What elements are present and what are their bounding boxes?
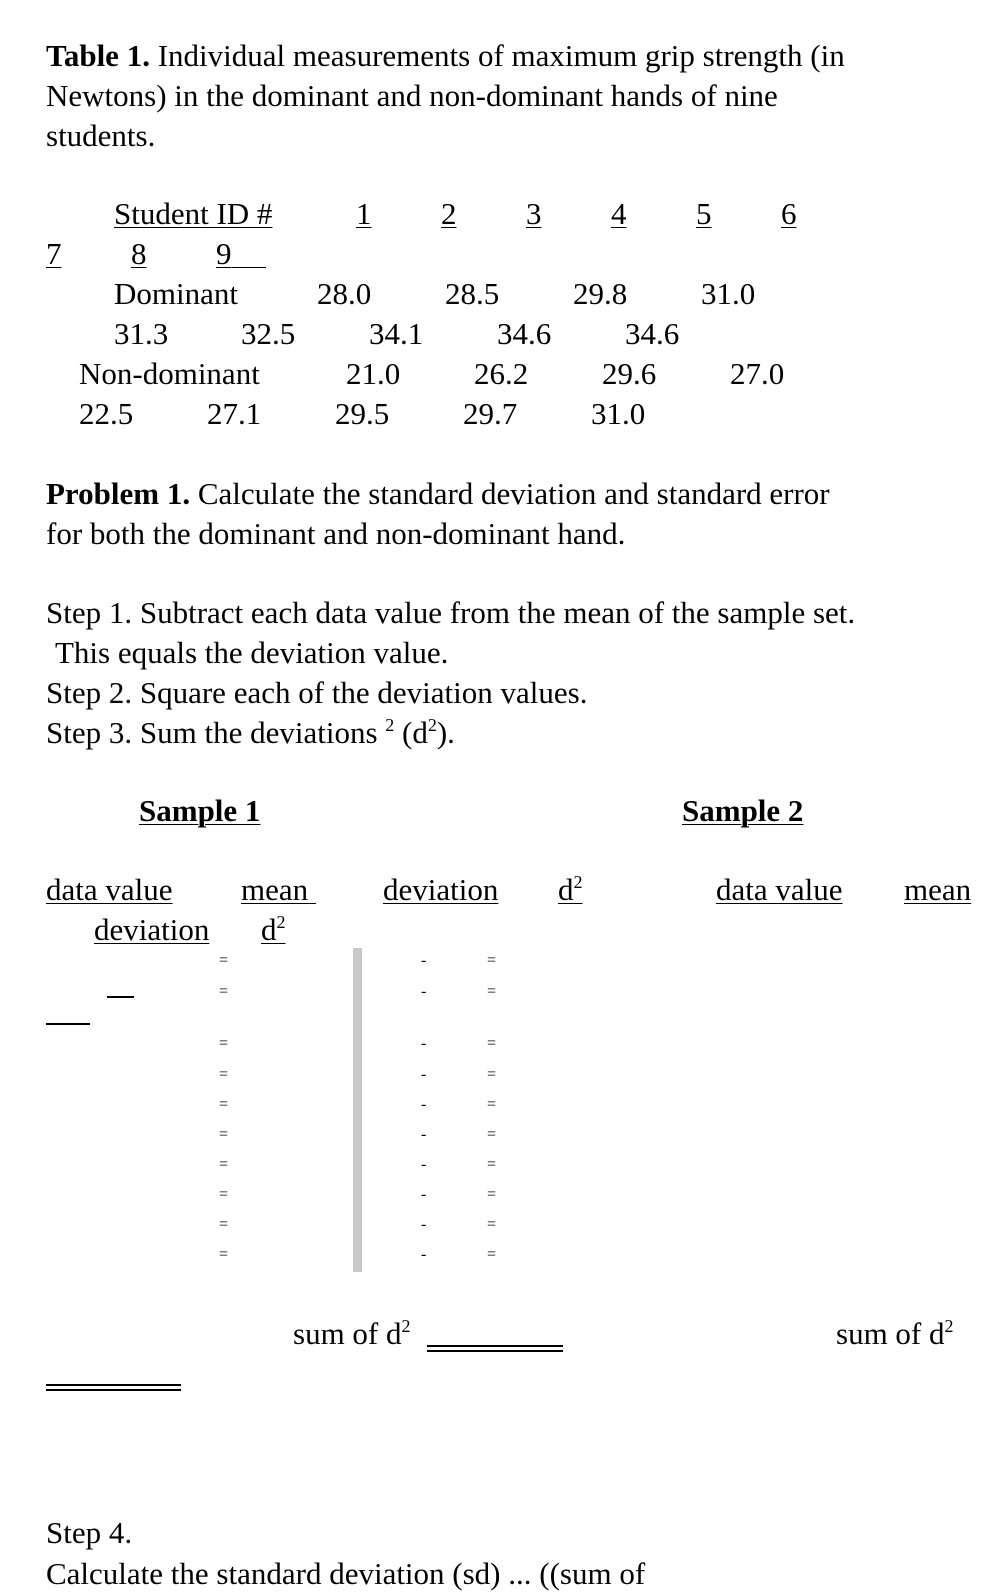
dominant-value-5: 31.3 (114, 316, 169, 351)
table-caption-line1: Individual measurements of maximum grip strength (in (149, 38, 845, 73)
minus-sign: - (421, 1216, 427, 1233)
s1-col-data-value: data value (46, 872, 173, 907)
table-caption (46, 36, 976, 156)
equals-sign: = (487, 1126, 497, 1143)
table-caption-label: Table 1. (46, 38, 150, 73)
nondominant-value-2: 26.2 (474, 356, 529, 391)
s2-col-mean: mean (904, 872, 972, 907)
step-4: Step 4. (46, 1515, 133, 1550)
id-9-underline-extension (232, 267, 266, 268)
step-1-line2: This equals the deviation value. (55, 635, 449, 670)
dominant-value-7: 34.1 (369, 316, 424, 351)
nondominant-value-1: 21.0 (346, 356, 401, 391)
student-id-1: 1 (356, 196, 372, 231)
dominant-value-2: 28.5 (445, 276, 500, 311)
step-1-line1: Step 1. Subtract each data value from the mean of the sample set. (46, 595, 856, 630)
student-id-8: 8 (131, 236, 147, 271)
equals-sign: = (487, 952, 497, 969)
nondominant-value-6: 27.1 (207, 396, 262, 431)
student-id-4: 4 (611, 196, 627, 231)
step-4-text-cut: Calculate the standard deviation (sd) ... ((sum of (46, 1556, 646, 1591)
problem-line2: for both the dominant and non-dominant hand. (46, 516, 626, 551)
s1-sum-answer-line[interactable] (427, 1345, 563, 1352)
equals-sign: = (487, 1096, 497, 1113)
steps-block (46, 593, 976, 753)
equals-sign: = (219, 1246, 229, 1263)
equals-sign: = (487, 1035, 497, 1052)
minus-sign: - (421, 1156, 427, 1173)
dominant-label: Dominant (114, 276, 238, 311)
dominant-value-1: 28.0 (317, 276, 372, 311)
s1-col-mean: mean (241, 872, 309, 907)
nondominant-value-9: 31.0 (591, 396, 646, 431)
dominant-value-8: 34.6 (497, 316, 552, 351)
equals-sign: = (219, 1096, 229, 1113)
equals-sign: = (219, 952, 229, 969)
equals-sign: = (219, 1035, 229, 1052)
step-2: Step 2. Square each of the deviation values. (46, 675, 588, 710)
equals-sign: = (487, 1186, 497, 1203)
student-id-7: 7 (46, 236, 62, 271)
s2-col-d2: $d^2$ (558, 872, 583, 907)
equals-sign: = (219, 1156, 229, 1173)
dominant-value-3: 29.8 (573, 276, 628, 311)
minus-sign: - (421, 1035, 427, 1052)
equals-sign: = (487, 1216, 497, 1233)
column-divider (353, 948, 362, 1272)
nondominant-value-4: 27.0 (730, 356, 785, 391)
dominant-value-4: 31.0 (701, 276, 756, 311)
dominant-value-9: 34.6 (625, 316, 680, 351)
problem-label: Problem 1. (46, 476, 191, 511)
problem-line1: Calculate the standard deviation and standard error (190, 476, 830, 511)
step-3: Step 3. Sum the deviations $^2$ $(d^2)$. (46, 715, 455, 750)
answer-line-short (107, 996, 134, 998)
equals-sign: = (487, 1156, 497, 1173)
minus-sign: - (421, 1126, 427, 1143)
equals-sign: = (219, 1216, 229, 1233)
nondominant-value-8: 29.7 (463, 396, 518, 431)
s1-sum-label: sum of $d^2$ (293, 1316, 411, 1351)
table-caption-line2: Newtons) in the dominant and non-dominant hands of nine (46, 78, 778, 113)
problem-1 (46, 474, 976, 554)
student-id-5: 5 (696, 196, 712, 231)
equals-sign: = (219, 1186, 229, 1203)
equals-sign: = (487, 1066, 497, 1083)
equals-sign: = (487, 1246, 497, 1263)
minus-sign: - (421, 983, 427, 1000)
minus-sign: - (421, 952, 427, 969)
nondominant-value-7: 29.5 (335, 396, 390, 431)
s1-col-deviation: deviation (383, 872, 499, 907)
table-caption-line3: students. (46, 118, 156, 153)
student-id-3: 3 (526, 196, 542, 231)
minus-sign: - (421, 1096, 427, 1113)
nondominant-label: Non-dominant (79, 356, 260, 391)
nondominant-value-5: 22.5 (79, 396, 134, 431)
student-id-header: Student ID # (114, 196, 273, 231)
minus-sign: - (421, 1066, 427, 1083)
student-id-9: 9 (216, 236, 232, 271)
nondominant-value-3: 29.6 (602, 356, 657, 391)
minus-sign: - (421, 1246, 427, 1263)
equals-sign: = (487, 983, 497, 1000)
dominant-value-6: 32.5 (241, 316, 296, 351)
sample-1-title: Sample 1 (139, 793, 261, 828)
answer-line-left (46, 1023, 90, 1025)
minus-sign: - (421, 1186, 427, 1203)
s2-sum-label: sum of $d^2$ (836, 1316, 954, 1351)
equals-sign: = (219, 1066, 229, 1083)
s2-col-data-value: data value (716, 872, 843, 907)
equals-sign: = (219, 1126, 229, 1143)
s1-col-d2: $d^2$ (261, 912, 286, 947)
sample-2-title: Sample 2 (682, 793, 804, 828)
s1-col-deviation-2: deviation (94, 912, 210, 947)
equals-sign: = (219, 983, 229, 1000)
s2-sum-answer-line[interactable] (46, 1384, 181, 1391)
student-id-6: 6 (781, 196, 797, 231)
student-id-2: 2 (441, 196, 457, 231)
